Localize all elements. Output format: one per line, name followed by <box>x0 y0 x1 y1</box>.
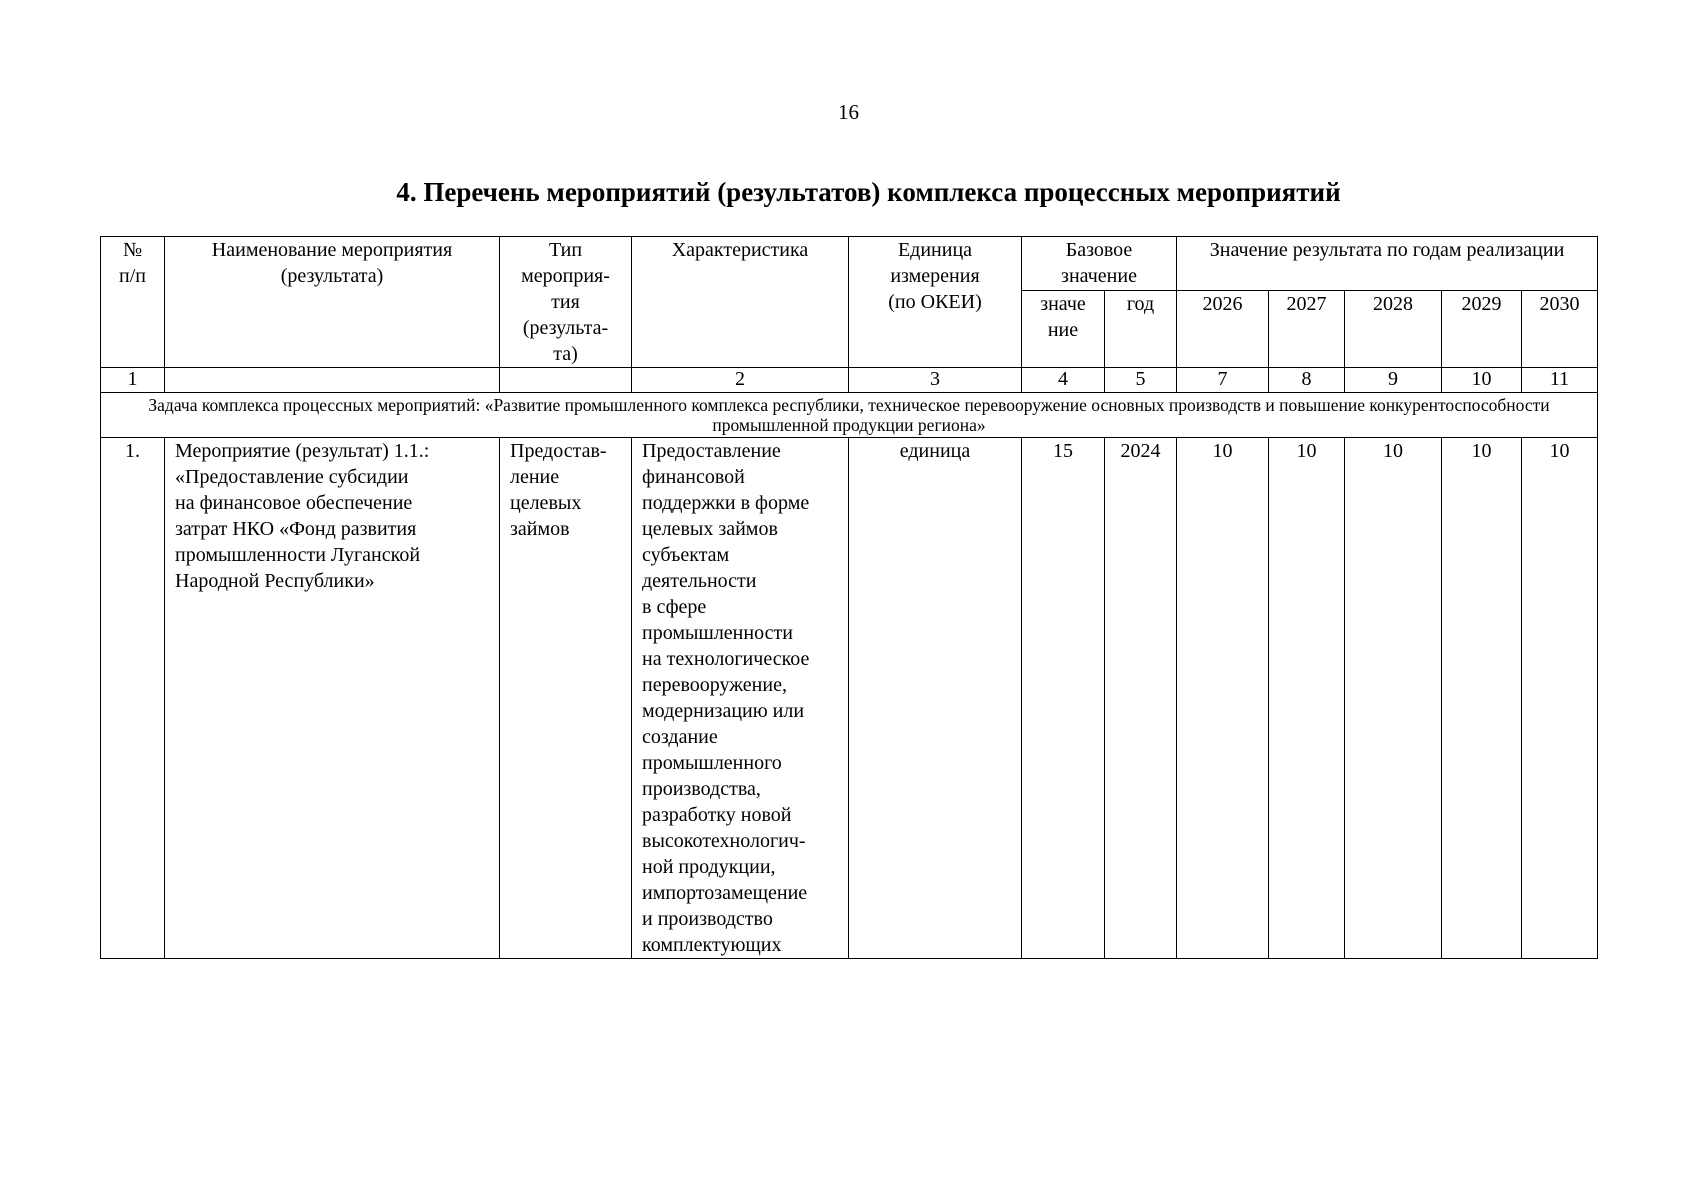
column-number: 5 <box>1105 368 1177 393</box>
header-year: 2028 <box>1345 290 1442 367</box>
header-base-value: значе ние <box>1022 290 1105 367</box>
header-years-group: Значение результата по годам реализации <box>1177 237 1598 291</box>
column-number: 2 <box>632 368 849 393</box>
column-number <box>165 368 500 393</box>
column-number: 10 <box>1442 368 1522 393</box>
row-base-value: 15 <box>1022 438 1105 959</box>
task-row <box>101 393 1598 438</box>
header-year: 2029 <box>1442 290 1522 367</box>
row-num: 1. <box>101 438 165 959</box>
row-characteristic: Предоставление финансовой поддержки в форме целевых займов субъектам деятельности в сфере промышленности на технологическое перевооружение, модернизацию или создание промышленного производства, разработку новой высокотехнологич- ной продукции, импортозамещение и производство комплектующих <box>632 438 849 959</box>
row-value-2030: 10 <box>1522 438 1598 959</box>
header-base-year: год <box>1105 290 1177 367</box>
header-year: 2026 <box>1177 290 1269 367</box>
row-base-year: 2024 <box>1105 438 1177 959</box>
row-name: Мероприятие (результат) 1.1.: «Предоставление субсидии на финансовое обеспечение затрат НКО «Фонд развития промышленности Луганской Народной Республики» <box>165 438 500 959</box>
row-value-2029: 10 <box>1442 438 1522 959</box>
column-number: 11 <box>1522 368 1598 393</box>
row-type: Предостав- ление целевых займов <box>500 438 632 959</box>
column-number: 3 <box>849 368 1022 393</box>
row-value-2028: 10 <box>1345 438 1442 959</box>
header-name: Наименование мероприятия (результата) <box>165 237 500 368</box>
column-number: 7 <box>1177 368 1269 393</box>
task-description: Задача комплекса процессных мероприятий: «Развитие промышленного комплекса республики, техническое перевооружение основных производств и повышение конкурентоспособности промышленной продукции региона» <box>101 393 1598 438</box>
column-number: 1 <box>101 368 165 393</box>
header-year: 2030 <box>1522 290 1598 367</box>
row-value-2027: 10 <box>1269 438 1345 959</box>
table-row <box>101 438 1598 959</box>
header-characteristic: Характеристика <box>632 237 849 368</box>
header-unit: Единица измерения (по ОКЕИ) <box>849 237 1022 368</box>
column-number-row <box>101 368 1598 393</box>
column-number: 9 <box>1345 368 1442 393</box>
row-unit: единица <box>849 438 1022 959</box>
column-number: 8 <box>1269 368 1345 393</box>
header-num: № п/п <box>101 237 165 368</box>
page-number: 16 <box>838 100 859 124</box>
header-row <box>101 237 1598 291</box>
row-value-2026: 10 <box>1177 438 1269 959</box>
header-year: 2027 <box>1269 290 1345 367</box>
header-base: Базовое значение <box>1022 237 1177 291</box>
document-title: 4. Перечень мероприятий (результатов) комплекса процессных мероприятий <box>396 177 1341 207</box>
header-type: Тип мероприя- тия (результа- та) <box>500 237 632 368</box>
measures-table <box>100 236 1598 959</box>
column-number <box>500 368 632 393</box>
column-number: 4 <box>1022 368 1105 393</box>
